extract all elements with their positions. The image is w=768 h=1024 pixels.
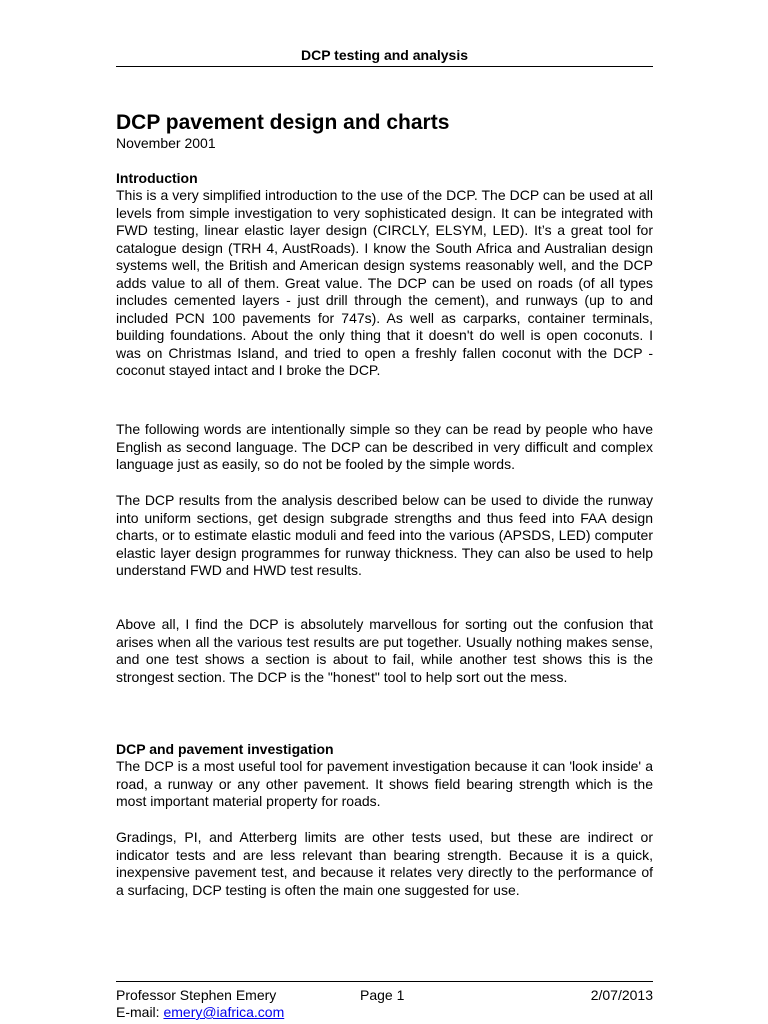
paragraph: This is a very simplified introduction to the use of the DCP. The DCP can be used at all levels from simple investigation to very sophisticated design. It can be integrated with FWD testing, linear elastic layer design (CIRCLY, ELSYM, LED). It’s a great tool for catalogue design (TRH 4, AustRoads). I know the South Africa and Australian design systems well, the British and American design systems reasonably well, and the DCP adds value to all of them. Great value. The DCP can be used on roads (of all types includes cemented layers - just drill through the cement), and runways (up to and included PCN 100 pavements for 747s). As well as carparks, container terminals, building foundations. About the only thing that it doesn't do well is open coconuts. I was on Christmas Island, and tried to open a freshly fallen coconut with the DCP - coconut stayed intact and I broke the DCP. bbox=[116, 187, 653, 378]
paragraph: The DCP is a most useful tool for pavement investigation because it can 'look inside' a road, a runway or any other pavement. It shows field bearing strength which is the most important material property for roads. bbox=[116, 758, 653, 809]
document-page bbox=[116, 0, 653, 1024]
running-header: DCP testing and analysis bbox=[300, 47, 468, 63]
document-title: DCP pavement design and charts bbox=[116, 111, 450, 134]
footer-date: 2/07/2013 bbox=[590, 987, 653, 1003]
paragraph: Gradings, PI, and Atterberg limits are other tests used, but these are indirect or indicator tests and are less relevant than bearing strength. Because it is a quick, inexpensive pavement test, and because it relates very directly to the performance of a surfacing, DCP testing is often the main one suggested for use. bbox=[116, 829, 653, 898]
header-rule bbox=[116, 66, 653, 67]
footer-author: Professor Stephen Emery bbox=[116, 987, 277, 1003]
section-heading-pavement-investigation: DCP and pavement investigation bbox=[116, 741, 334, 757]
paragraph: The following words are intentionally simple so they can be read by people who have English as second language. The DCP can be described in very difficult and complex language just as easily, so do not be fooled by the simple words. bbox=[116, 421, 653, 472]
footer-page-number: Page 1 bbox=[360, 987, 405, 1003]
section-heading-introduction: Introduction bbox=[116, 170, 198, 186]
paragraph: The DCP results from the analysis described below can be used to divide the runway into uniform sections, get design subgrade strengths and thus feed into FAA design charts, or to estimate elastic moduli and feed into the various (APSDS, LED) computer elastic layer design programmes for runway thickness. They can also be used to help understand FWD and HWD test results. bbox=[116, 492, 653, 578]
footer-rule bbox=[116, 981, 653, 982]
document-date: November 2001 bbox=[116, 135, 216, 151]
footer-email-line bbox=[116, 1004, 284, 1022]
footer-email-link[interactable]: emery@iafrica.com bbox=[163, 1004, 285, 1020]
page-footer bbox=[116, 987, 653, 1023]
footer-email-label: E-mail: bbox=[116, 1004, 160, 1020]
paragraph: Above all, I find the DCP is absolutely marvellous for sorting out the confusion that arises when all the various test results are put together. Usually nothing makes sense, and one test shows a section is about to fail, while another test shows this is the strongest section. The DCP is the "honest" tool to help sort out the mess. bbox=[116, 616, 653, 685]
